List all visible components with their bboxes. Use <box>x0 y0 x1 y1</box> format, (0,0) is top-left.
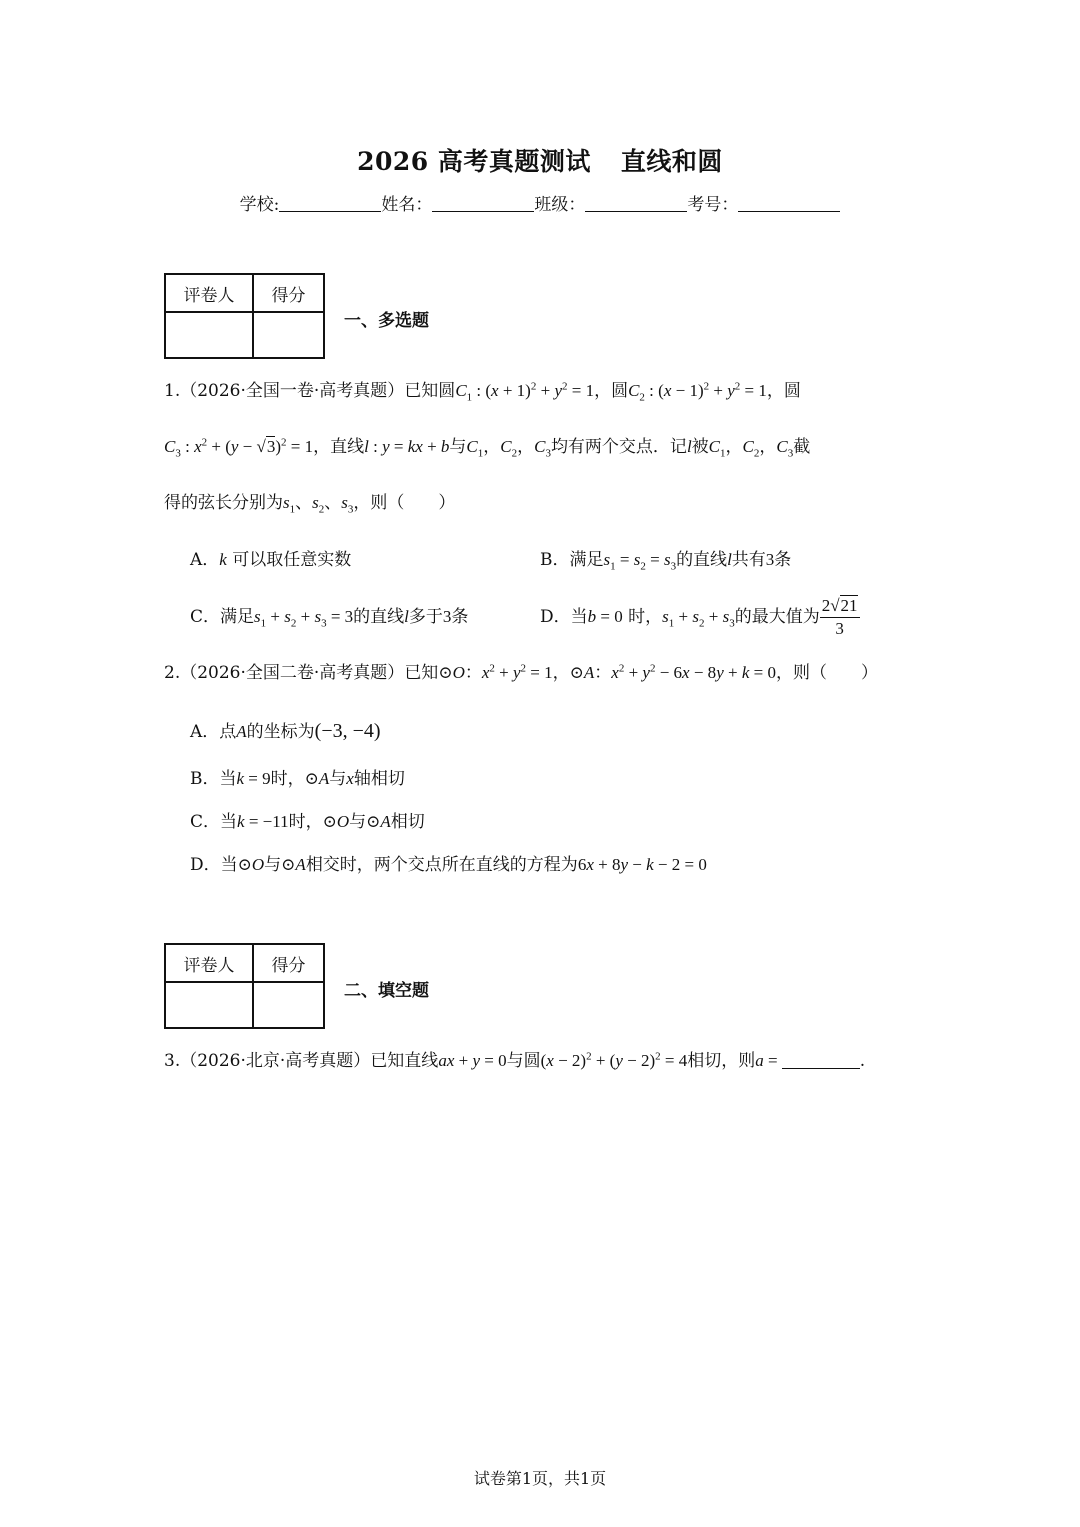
score-header: 得分 <box>253 274 324 312</box>
section-title-2: 二、填空题 <box>344 981 429 1001</box>
question-1-line-1: 1.（2026·全国一卷·高考真题）已知圆$C_1$ : $(x + 1)^2 + y^2 = 1$，圆$C_2$ : $(x - 1)^2 + y^2 = 1$，圆 <box>164 380 801 404</box>
class-label: 班级： <box>534 195 586 215</box>
exam-number-blank[interactable] <box>738 196 840 212</box>
question-1-line-3: 得的弦长分别为$s_1$、$s_2$、$s_3$，则（ ） <box>164 493 456 516</box>
question-2-option-c[interactable]: C．当k = −11时，⊙O与⊙A相切 <box>190 812 425 832</box>
reviewer-cell[interactable] <box>165 312 253 358</box>
question-2-stem: 2.（2026·全国二卷·高考真题）已知⊙O：$x^2 + y^2 = 1$，⊙A：$x^2 + y^2 - 6x - 8y + k = 0$，则（ ） <box>164 662 878 683</box>
question-number: 2. <box>164 663 181 683</box>
question-2-option-d[interactable]: D．当⊙O与⊙A相交时，两个交点所在直线的方程为6x + 8y − k − 2 = 0 <box>190 855 707 875</box>
question-1-option-c[interactable]: C．满足$s_1 + s_2 + s_3 = 3$的直线l多于3条 <box>190 607 469 630</box>
exam-number-label: 考号： <box>687 195 739 215</box>
question-1-option-d[interactable]: D．当b = 0 时，$s_1 + s_2 + s_3$的最大值为 $\frac{2√21}{3}$ <box>540 596 858 638</box>
fraction: $\frac{2√21}{3}$ <box>821 596 858 638</box>
score-header: 得分 <box>253 944 324 982</box>
page-footer: 试卷第1页，共1页 <box>473 1469 607 1488</box>
answer-blank[interactable] <box>782 1052 860 1069</box>
question-2-option-a[interactable]: A．点A的坐标为(−3, −4) <box>190 720 381 742</box>
score-cell[interactable] <box>253 312 324 358</box>
question-number: 1. <box>164 381 181 401</box>
class-blank[interactable] <box>585 196 687 212</box>
question-2-option-b[interactable]: B．当k = 9时，⊙A与x轴相切 <box>190 769 405 789</box>
title-main: 2026 高考真题测试 <box>357 147 591 176</box>
question-source: （2026·北京·高考真题） <box>180 1051 371 1071</box>
reviewer-header: 评卷人 <box>165 274 253 312</box>
question-stem: 已知圆 <box>404 381 456 401</box>
score-box-1 <box>164 273 325 359</box>
score-cell[interactable] <box>253 982 324 1028</box>
title-topic: 直线和圆 <box>620 147 723 176</box>
reviewer-header: 评卷人 <box>165 944 253 982</box>
question-stem: 已知直线 <box>370 1051 439 1071</box>
question-source: （2026·全国二卷·高考真题） <box>180 663 405 683</box>
question-3-stem: 3.（2026·北京·高考真题）已知直线ax + y = 0与圆$(x - 2)^2 + (y - 2)^2 = 4$相切，则a = . <box>164 1050 866 1071</box>
name-label: 姓名： <box>381 195 433 215</box>
school-label: 学校: <box>239 195 280 215</box>
name-blank[interactable] <box>432 196 534 212</box>
school-blank[interactable] <box>279 196 381 212</box>
question-1-option-a[interactable]: A．k 可以取任意实数 <box>190 550 352 570</box>
score-box-2 <box>164 943 325 1029</box>
question-source: （2026·全国一卷·高考真题） <box>180 381 405 401</box>
question-1-option-b[interactable]: B．满足$s_1 = s_2 = s_3$的直线l共有3条 <box>540 550 792 573</box>
question-stem: 已知 <box>404 663 439 683</box>
page-title <box>0 142 1080 178</box>
question-1-line-2: $C_3$ : $x^2 + (y - √3)^2 = 1$，直线l : y = kx + b与$C_1$，$C_2$，$C_3$均有两个交点．记l被$C_1$，$C_2$，$C_3$截 <box>164 436 811 460</box>
question-number: 3. <box>164 1051 181 1071</box>
student-info-line <box>0 190 1080 215</box>
section-title-1: 一、多选题 <box>344 311 429 331</box>
reviewer-cell[interactable] <box>165 982 253 1028</box>
